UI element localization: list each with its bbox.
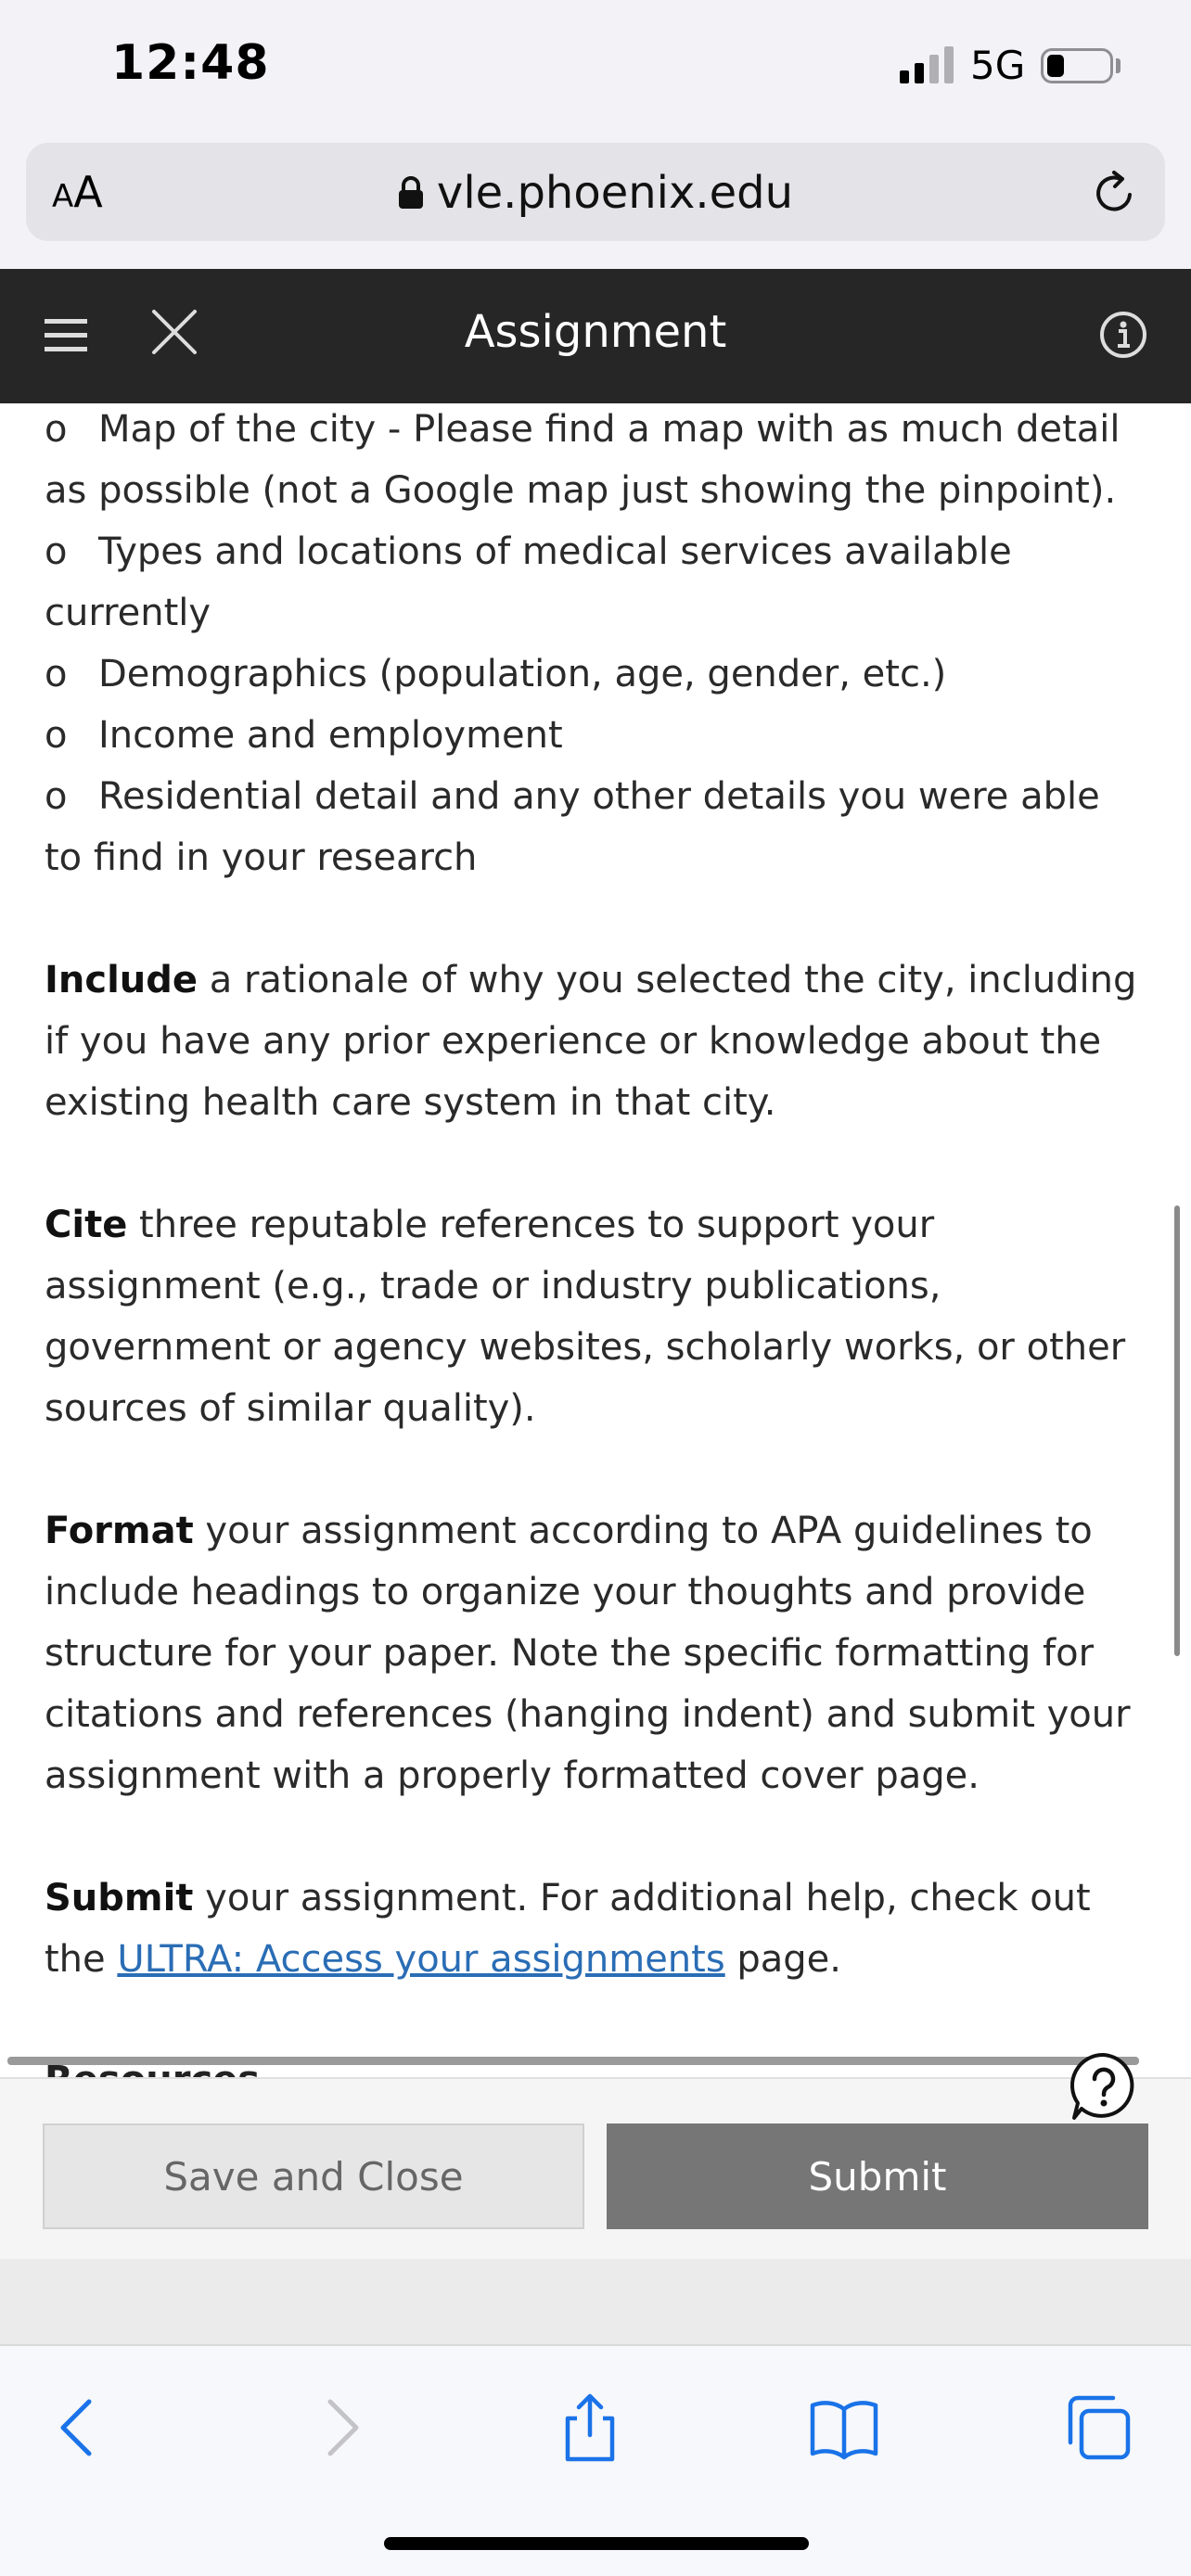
list-item: o Residential detail and any other details you were able to find in your research (45, 775, 1100, 879)
submit-button[interactable]: Submit (607, 2123, 1148, 2229)
battery-tip (1116, 58, 1121, 73)
status-bar (0, 0, 1191, 139)
save-and-close-button[interactable]: Save and Close (43, 2123, 584, 2229)
url-text: vle.phoenix.edu (436, 167, 794, 219)
list-item: o Income and employment (45, 714, 563, 757)
back-icon[interactable] (43, 2391, 117, 2465)
submit-paragraph: Submit your assignment. For additional help, check out the ULTRA: Access your assignments page. (45, 1877, 1091, 1981)
address-bar-area (0, 139, 1191, 269)
list-item: o Demographics (population, age, gender, etc.) (45, 653, 947, 695)
help-icon[interactable] (1069, 2051, 1139, 2122)
tabs-icon[interactable] (1061, 2391, 1135, 2465)
vertical-scrollbar[interactable] (1174, 1205, 1180, 1656)
footer-spacer (0, 2259, 1191, 2344)
home-indicator (384, 2537, 809, 2550)
app-header (0, 269, 1191, 403)
cellular-signal-icon (900, 46, 957, 83)
action-footer (0, 2077, 1191, 2259)
page-title: Assignment (464, 306, 727, 358)
network-label: 5G (970, 43, 1026, 88)
lock-icon (398, 176, 424, 210)
list-item: o Types and locations of medical services available currently (45, 530, 1012, 634)
info-icon[interactable] (1098, 310, 1148, 360)
status-time: 12:48 (111, 35, 270, 91)
list-item: o Map of the city - Please find a map with as much detail as possible (not a Google map just showing the pinpoint). (45, 408, 1121, 512)
include-paragraph: Include a rationale of why you selected the city, including if you have any prior experience or knowledge about the existing health care system in that city. (45, 959, 1137, 1124)
address-bar[interactable] (26, 143, 1165, 241)
ultra-assignments-link[interactable]: ULTRA: Access your assignments (117, 1938, 725, 1981)
format-paragraph: Format your assignment according to APA guidelines to include headings to organize your thoughts and provide structure for your paper. Note the specific formatting for citations and references (hanging indent) and submit your assignment with a properly formatted cover page. (45, 1510, 1131, 1797)
share-icon[interactable] (553, 2391, 627, 2465)
cite-paragraph: Cite three reputable references to support your assignment (e.g., trade or industry publications, government or agency websites, scholarly works, or other sources of similar quality). (45, 1204, 1126, 1430)
assignment-instructions (45, 399, 1148, 2068)
url-display[interactable] (26, 167, 1165, 219)
reader-text-size-button[interactable]: AA (52, 167, 103, 217)
reload-icon[interactable] (1089, 167, 1141, 219)
battery-icon (1041, 48, 1113, 83)
forward-icon[interactable] (302, 2391, 377, 2465)
horizontal-scrollbar[interactable] (7, 2057, 1139, 2065)
bookmarks-icon[interactable] (807, 2391, 881, 2465)
